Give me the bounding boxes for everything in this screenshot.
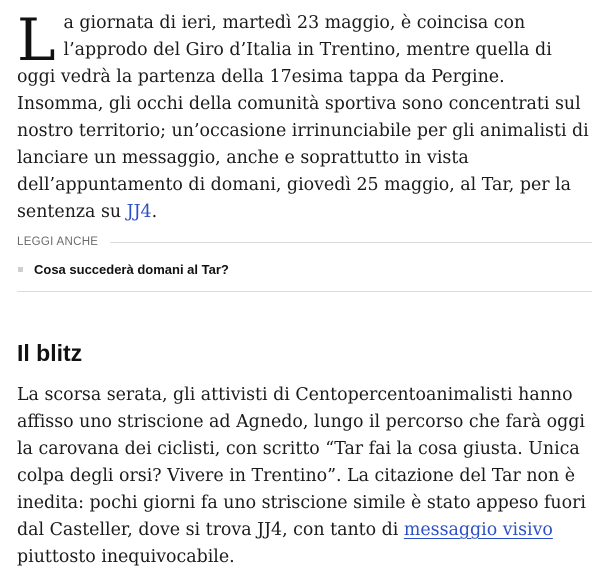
square-bullet-icon [18, 267, 23, 272]
visual-message-link[interactable]: messaggio visivo [403, 520, 553, 540]
paragraph-text-end: piuttosto inequivocabile. [17, 547, 235, 567]
related-articles-box [17, 236, 592, 292]
paragraph-text: La scorsa serata, gli attivisti di Centopercentoanimalisti hanno affisso uno striscione ad Agnedo, lungo il percorso che farà oggi la carovana dei ciclisti, con scritto “Tar fai la cosa giusta. Unica colpa degli orsi? Vivere in Trentino”. La citazione del Tar non è inedita: pochi giorni fa uno striscione simile è stato appeso fuori dal Casteller, dove si trova JJ4, con tanto di [17, 385, 586, 540]
drop-cap: L [17, 6, 56, 74]
related-header [17, 236, 592, 248]
related-item[interactable] [17, 262, 592, 277]
article-paragraph-intro [17, 0, 592, 226]
article-body [17, 0, 592, 571]
jj4-link[interactable]: JJ4 [126, 202, 152, 222]
related-item-link[interactable]: Cosa succederà domani al Tar? [34, 262, 229, 277]
article-paragraph-blitz [17, 382, 592, 571]
related-label: LEGGI ANCHE [17, 236, 99, 248]
related-divider [110, 242, 592, 243]
paragraph-text: a giornata di ieri, martedì 23 maggio, è coincisa con l’approdo del Giro d’Italia in Trentino, mentre quella di oggi vedrà la partenza della 17esima tappa da Pergine. Insomma, gli occhi della comunità sportiva sono concentrati sul nostro territorio; un’occasione irrinunciabile per gli animalisti di lanciare un messaggio, anche e soprattutto in vista dell’appuntamento di domani, giovedì 25 maggio, al Tar, per la sentenza su [17, 13, 589, 222]
section-heading: Il blitz [17, 340, 83, 366]
paragraph-text-end: . [151, 202, 158, 222]
